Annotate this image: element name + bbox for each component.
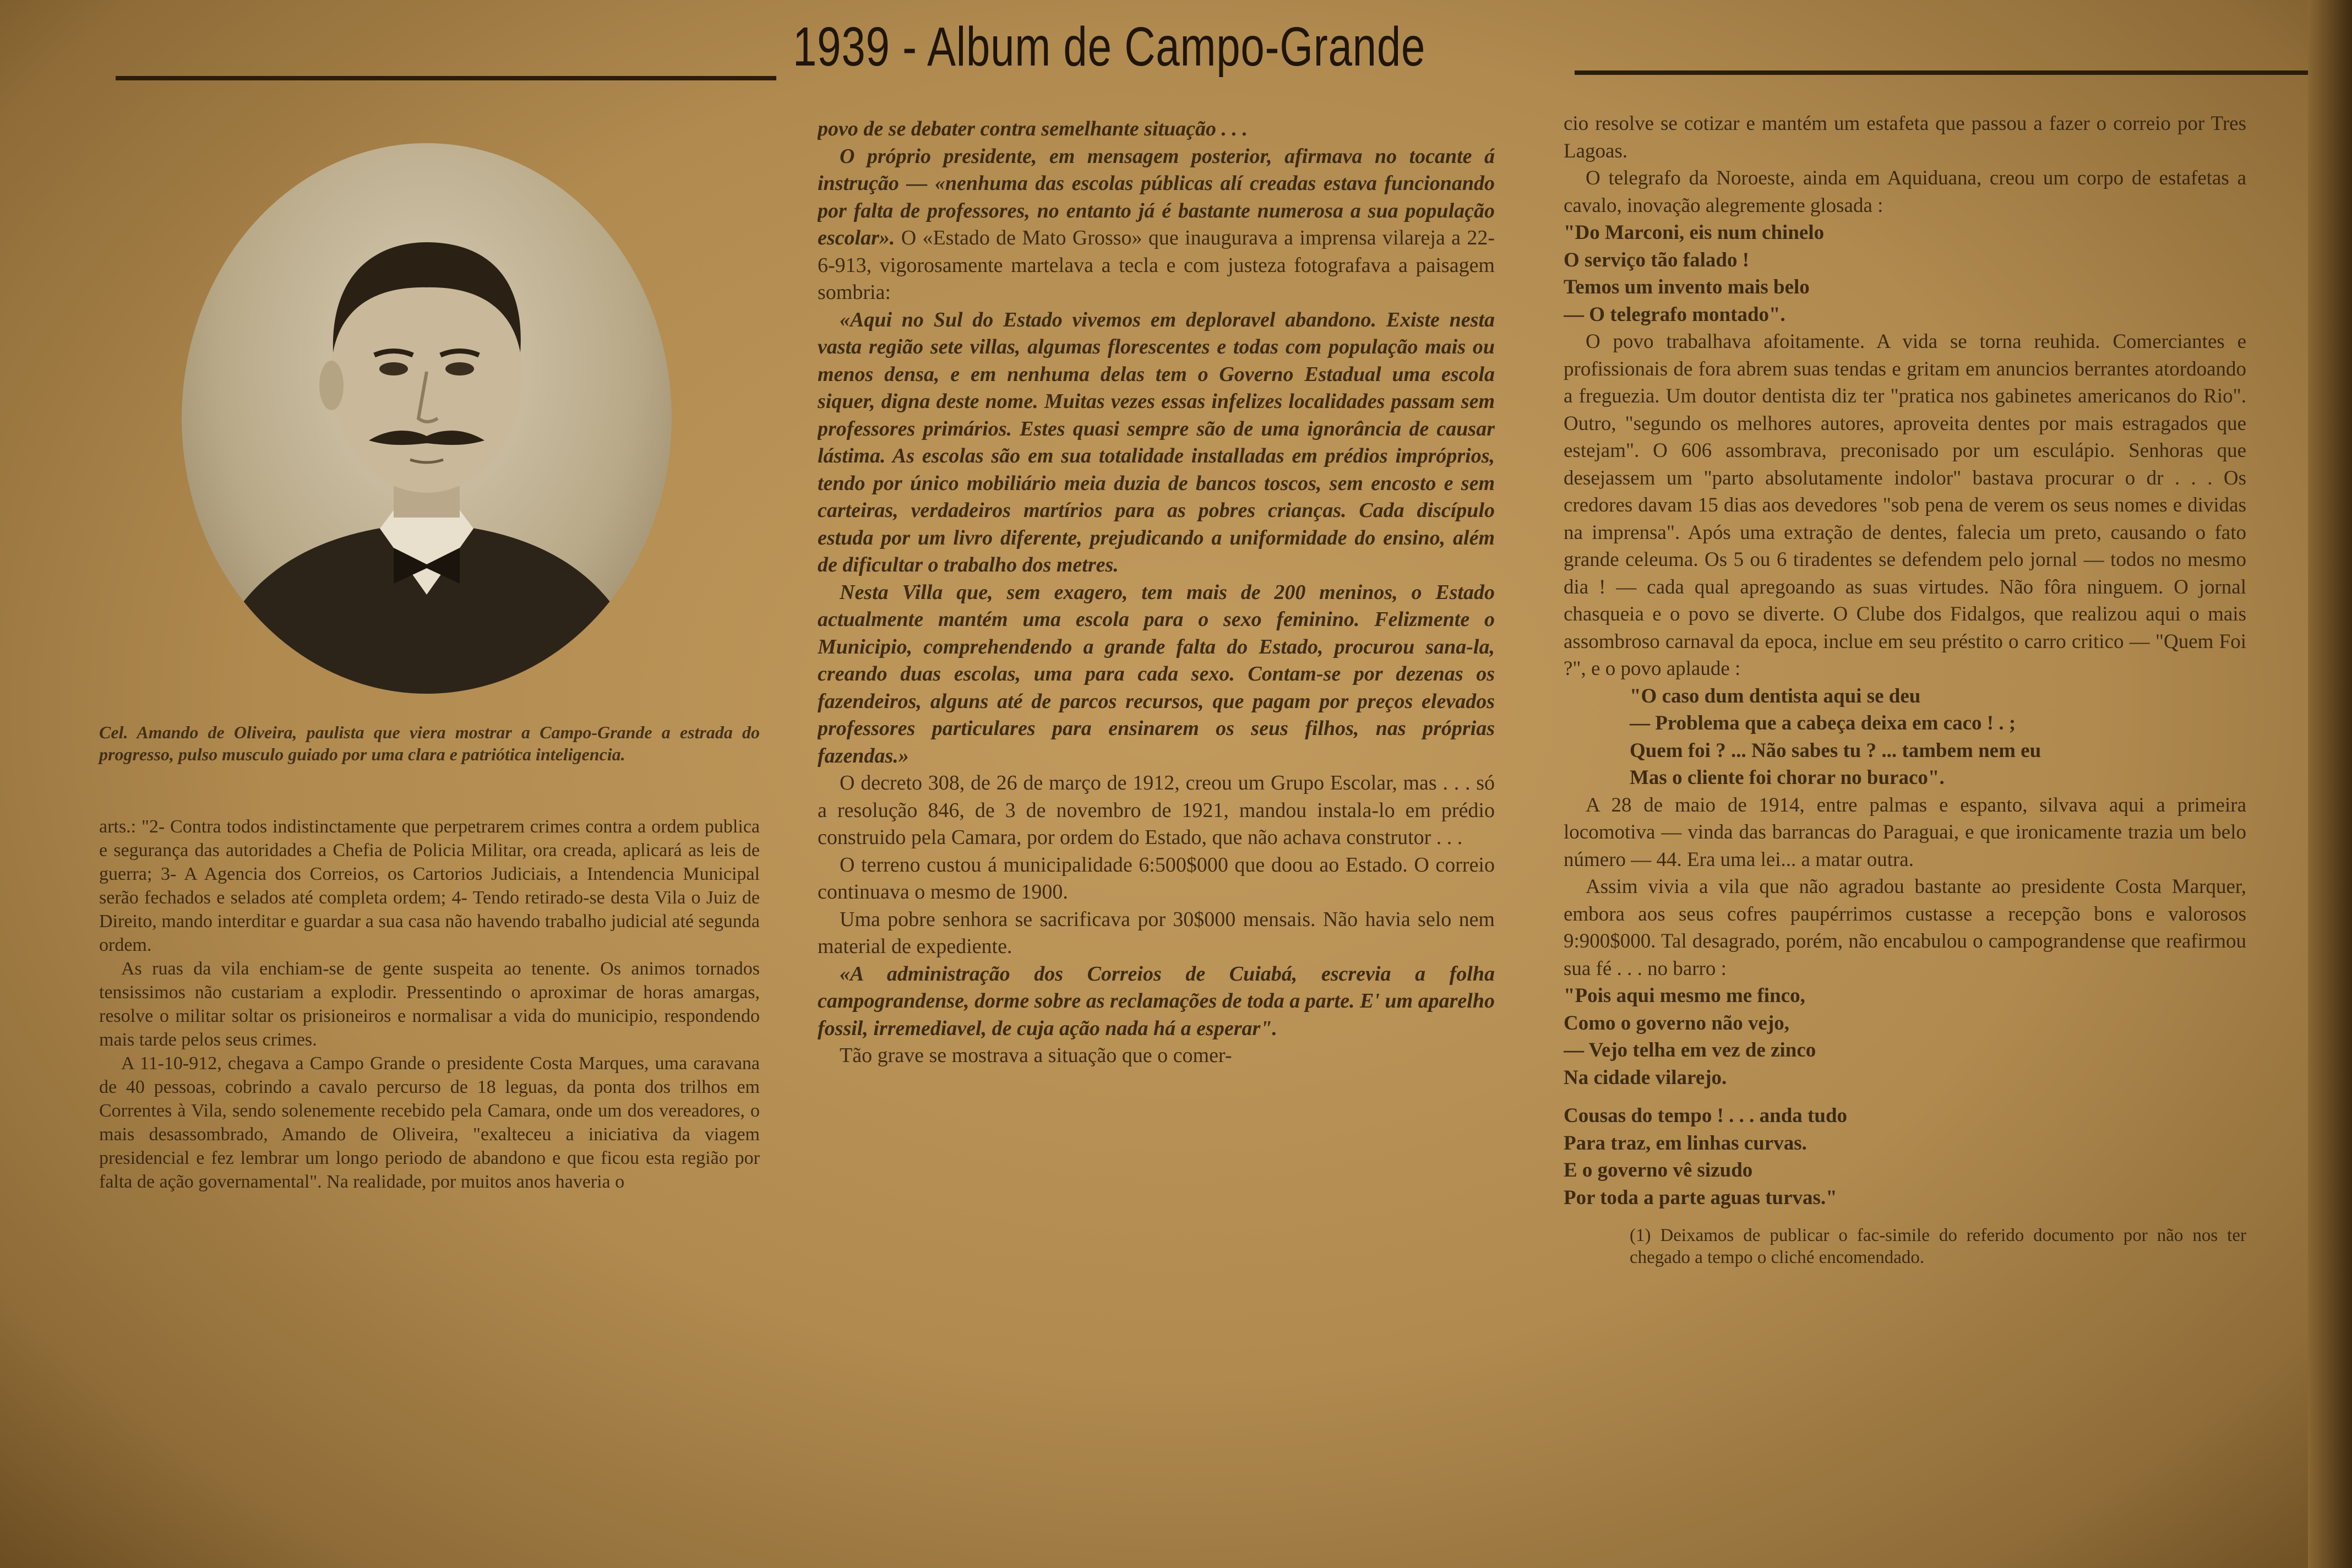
middle-paragraph-3: «Aqui no Sul do Estado vivemos em deploravel abandono. Existe nesta vasta região sete villas, algumas florescentes e todas com população mais ou menos densa, e em nenhuma delas tem o Governo Estadual uma escola siquer, digna deste nome. Muitas vezes essas infelizes localidades passam sem professores primários. Estes quasi sempre são de uma ignorância de causar lástima. As escolas são em sua totalidade installadas em prédios impróprios, tendo por único mobiliário meia duzia de bancos toscos, sem encosto e sem carteiras, verdadeiros martírios para as pobres crianças. Cada discípulo estuda por um livro diferente, prejudicando a uniformidade do ensino, além de dificultar o trabalho dos metres.: [818, 308, 1495, 576]
page-fold-shadow: [2308, 0, 2352, 1568]
middle-column: [818, 116, 1495, 1542]
right-paragraph-1: cio resolve se cotizar e mantém um estafeta que passou a fazer o correio por Tres Lagoas.: [1564, 112, 2246, 162]
right-paragraph-4: A 28 de maio de 1914, entre palmas e espanto, silvava aqui a primeira locomotiva — vinda das barrancas do Paraguai, e que ironicamente trazia um belo número — 44. Era uma lei... a matar outra.: [1564, 793, 2246, 871]
portrait-illustration: [182, 143, 672, 694]
footnote-text: (1) Deixamos de publicar o fac-simile do referido documento por não nos ter chegado a tempo o cliché encomendado.: [1630, 1226, 2246, 1267]
portrait-photo: [182, 143, 672, 694]
middle-paragraph-7: Uma pobre senhora se sacrificava por 30$000 mensais. Não havia selo nem material de expediente.: [818, 907, 1495, 958]
middle-paragraph-8: «A administração dos Correios de Cuiabá, escrevia a folha campograndense, dorme sobre as reclamações de toda a parte. E' um aparelho fossil, irremediavel, de cuja ação nada há a esperar".: [818, 962, 1495, 1040]
left-paragraph-2: As ruas da vila enchiam-se de gente suspeita ao tenente. Os animos tornados tensissimos não custariam a explodir. Pressentindo o aproximar de horas amargas, resolve o militar soltar os prisioneiros e normalisar a vida do municipio, respondendo mais tarde pelos seus crimes.: [99, 959, 760, 1050]
middle-paragraph-6: O terreno custou á municipalidade 6:500$000 que doou ao Estado. O correio continuava o mesmo de 1900.: [818, 853, 1495, 903]
right-verse-1: "Do Marconi, eis num chinelo O serviço tão falado ! Temos um invento mais belo — O telegrafo montado".: [1564, 221, 1825, 326]
left-paragraph-1: arts.: "2- Contra todos indistinctamente que perpetrarem crimes contra a ordem publica e segurança das autoridades a Chefia de Policia Militar, ora creada, aplicará as leis de guerra; 3- A Agencia dos Correios, os Cartorios Judiciais, a Intendencia Municipal serão fechados e selados até completa ordem; 4- Tendo retirado-se desta Vila o Juiz de Direito, mando interditar e guardar a sua casa não havendo trabalho judicial até segunda ordem.: [99, 816, 760, 955]
middle-paragraph-2-rest: O «Estado de Mato Grosso» que inaugurava a imprensa vilareja a 22-6-913, vigorosamente martelava a tecla e com justeza fotografava a paisagem sombria:: [818, 226, 1495, 304]
right-verse-2: "O caso dum dentista aqui se deu — Problema que a cabeça deixa em caco ! . ; Quem foi ? ... Não sabes tu ? ... tambem nem eu Mas o cliente foi chorar no buraco".: [1630, 684, 2041, 789]
middle-paragraph-2-italic: O próprio presidente, em mensagem posterior, afirmava no tocante á instrução — «nenhuma das escolas públicas alí creadas estava funcionando por falta de professores, no entanto já é bastante numerosa a sua população escolar».: [818, 144, 1495, 249]
right-paragraph-2: O telegrafo da Noroeste, ainda em Aquiduana, creou um corpo de estafetas a cavalo, inovação alegremente glosada :: [1564, 167, 2246, 217]
header-rule-left: [116, 76, 776, 80]
right-column: [1564, 110, 2246, 1553]
right-paragraph-5: Assim vivia a vila que não agradou bastante ao presidente Costa Marquer, embora aos seus cofres paupérrimos custasse a recepção bons e valorosos 9:900$000. Tal desagrado, porém, não encabulou o campograndense que reafirmou sua fé . . . no barro :: [1564, 875, 2246, 980]
middle-paragraph-2: [818, 143, 1495, 307]
middle-paragraph-4: Nesta Villa que, sem exagero, tem mais de 200 meninos, o Estado actualmente mantém uma escola para o sexo feminino. Felizmente o Municipio, comprehendendo a grande falta do Estado, procurou sana-la, creando duas escolas, uma para cada sexo. Contam-se por dezenas os fazendeiros, alguns até de parcos recursos, que pagam por preços elevados professores particulares para ensinarem os seus filhos, nas próprias fazendas.»: [818, 580, 1495, 767]
middle-paragraph-9: Tão grave se mostrava a situação que o comer-: [840, 1044, 1232, 1067]
left-paragraph-3: A 11-10-912, chegava a Campo Grande o presidente Costa Marques, uma caravana de 40 pessoas, cobrindo a cavalo percurso de 18 leguas, da ponta dos trilhos em Correntes à Vila, sendo solenemente recebido pela Camara, onde um dos vereadores, o mais desassombrado, Amando de Oliveira, "exalteceu a iniciativa da viagem presidencial e fez lembrar um longo periodo de abandono e que ficou esta região por falta de ação governamental". Na realidade, por muitos anos haveria o: [99, 1053, 760, 1192]
right-paragraph-3: O povo trabalhava afoitamente. A vida se torna reuhida. Comerciantes e profissionais de fora abrem suas tendas e gritam em anuncios berrantes atordoando a freguezia. Um doutor dentista diz ter "pratica nos gabinetes americanos do Rio". Outro, "segundo os melhores autores, aproveita dentes por mais estragados que estejam". O 606 assombrava, preconisado por um esculápio. Senhoras que desejassem um "parto absolutamente indolor" bastava procurar o dr . . . Os credores davam 15 dias aos devedores "sob pena de verem os seus nomes e dividas na imprensa". Após uma extração de dentes, falecia um preto, causando o fato grande celeuma. Os 5 ou 6 tiradentes se defendem pelo jornal — todos no mesmo dia ! — cada qual apregoando as suas virtudes. Não fôra ninguem. O jornal chasqueia e o povo se diverte. O Clube dos Fidalgos, que realizou aqui o mais assombroso carnaval da epoca, inclue em seu préstito o carro critico — "Quem Foi ?", e o povo aplaude :: [1564, 330, 2246, 680]
middle-paragraph-5: O decreto 308, de 26 de março de 1912, creou um Grupo Escolar, mas . . . só a resolução 846, de 3 de novembro de 1921, mandou instala-lo em prédio construido pela Camara, por ordem do Estado, que não achava construtor . . .: [818, 771, 1495, 849]
page-header: [116, 11, 2263, 83]
right-verse-4: Cousas do tempo ! . . . anda tudo Para traz, em linhas curvas. E o governo vê sizudo Por toda a parte aguas turvas.": [1564, 1104, 1848, 1209]
portrait-caption: Cel. Amando de Oliveira, paulista que viera mostrar a Campo-Grande a estrada do progresso, pulso musculo guiado por uma clara e patriótica inteligencia.: [99, 722, 760, 764]
page-title: 1939 - Album de Campo-Grande: [793, 16, 1426, 78]
right-verse-3: "Pois aqui mesmo me finco, Como o governo não vejo, — Vejo telha em vez de zinco Na cidade vilarejo.: [1564, 984, 1816, 1089]
middle-paragraph-1: povo de se debater contra semelhante situação . . .: [818, 117, 1248, 140]
left-column: [99, 815, 760, 1531]
header-rule-right: [1575, 70, 2352, 75]
footnote: [1564, 1224, 2246, 1268]
